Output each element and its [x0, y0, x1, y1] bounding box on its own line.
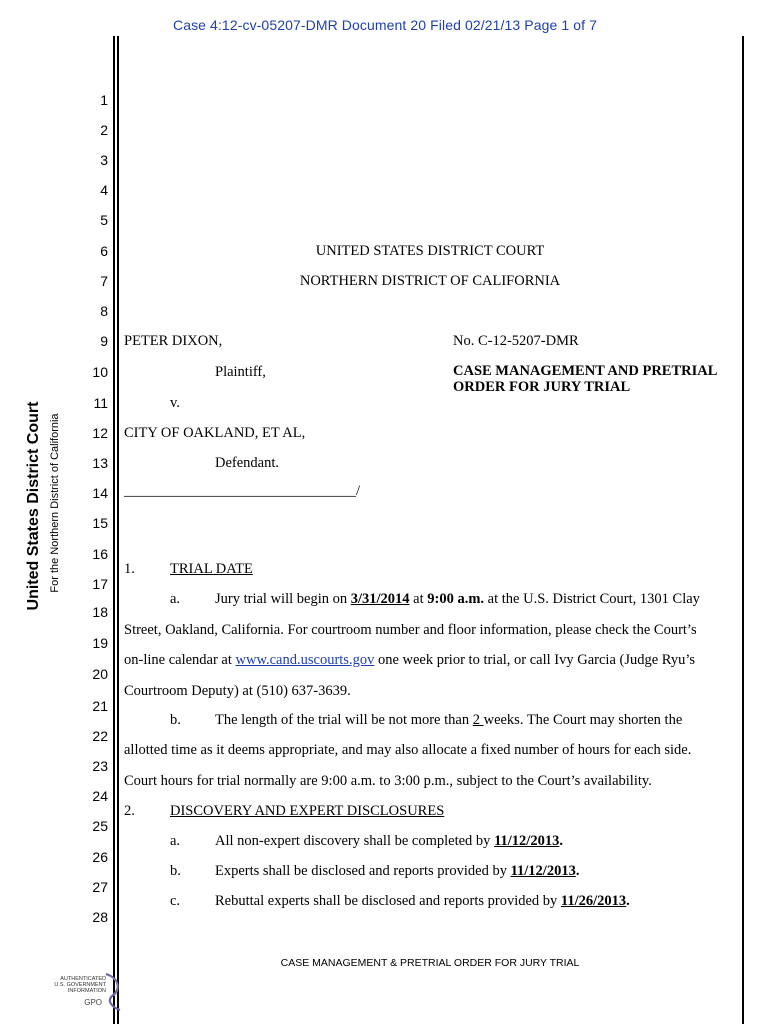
item-1a-label: a.	[170, 591, 181, 607]
trial-weeks: 2	[472, 712, 484, 728]
discovery-deadline: 11/12/2013	[494, 833, 560, 849]
left-margin-rule	[113, 36, 115, 1024]
line-number: 13	[92, 455, 108, 471]
item-1b-line3: Court hours for trial normally are 9:00 a.m. to 3:00 p.m., subject to the Court’s availability.	[124, 773, 652, 789]
line-number: 7	[100, 273, 108, 289]
caption-rule: ________________________________/	[124, 483, 361, 499]
line-number: 3	[100, 152, 108, 168]
trial-date: 3/31/2014	[350, 591, 410, 607]
footer-title: CASE MANAGEMENT & PRETRIAL ORDER FOR JURY TRIAL	[280, 957, 580, 969]
trial-time: 9:00 a.m.	[427, 591, 485, 607]
right-margin-rule	[742, 36, 744, 1024]
item-1a-line3: on-line calendar at www.cand.uscourts.gov one week prior to trial, or call Ivy Garcia (Judge Ryu’s	[124, 652, 696, 668]
line-number: 5	[100, 212, 108, 228]
line-number: 24	[92, 788, 108, 804]
line-number: 19	[92, 635, 108, 651]
item-1a-line4: Courtroom Deputy) at (510) 637-3639.	[124, 683, 351, 699]
court-district: NORTHERN DISTRICT OF CALIFORNIA	[299, 273, 561, 289]
item-2c-text: Rebuttal experts shall be disclosed and reports provided by 11/26/2013.	[215, 893, 630, 909]
sidebar-district: For the Northern District of California	[49, 413, 61, 593]
court-name: UNITED STATES DISTRICT COURT	[315, 243, 545, 259]
line-number: 26	[92, 849, 108, 865]
court-calendar-link[interactable]: www.cand.uscourts.gov	[235, 652, 375, 668]
plaintiff-role: Plaintiff,	[215, 364, 266, 380]
eagle-swoosh-icon	[40, 972, 130, 1012]
item-1b-line2: allotted time as it deems appropriate, and may also allocate a fixed number of hours for each side.	[124, 742, 692, 758]
line-number: 25	[92, 818, 108, 834]
item-2b-text: Experts shall be disclosed and reports provided by 11/12/2013.	[215, 863, 580, 879]
line-number: 23	[92, 758, 108, 774]
versus: v.	[170, 395, 180, 411]
item-1a-line1: Jury trial will begin on 3/31/2014 at 9:00 a.m. at the U.S. District Court, 1301 Clay	[215, 591, 700, 607]
line-number: 12	[92, 425, 108, 441]
line-number: 15	[92, 515, 108, 531]
defendant-name: CITY OF OAKLAND, ET AL,	[124, 425, 306, 441]
line-number: 6	[100, 243, 108, 259]
line-number: 21	[92, 698, 108, 714]
sidebar-court-name: United States District Court	[25, 401, 42, 611]
section-2-heading: DISCOVERY AND EXPERT DISCLOSURES	[170, 803, 445, 819]
line-number: 28	[92, 909, 108, 925]
case-header: Case 4:12-cv-05207-DMR Document 20 Filed 02/21/13 Page 1 of 7	[172, 17, 597, 33]
rebuttal-deadline: 11/26/2013	[560, 893, 627, 909]
line-number: 2	[100, 122, 108, 138]
section-1-number: 1.	[124, 561, 135, 577]
defendant-role: Defendant.	[215, 455, 280, 471]
line-number: 4	[100, 182, 108, 198]
item-2b-label: b.	[170, 863, 181, 879]
item-2c-label: c.	[170, 893, 181, 909]
line-number: 18	[92, 604, 108, 620]
line-number: 16	[92, 546, 108, 562]
gpo-authentication-seal: AUTHENTICATED U.S. GOVERNMENT INFORMATION GPO	[40, 972, 130, 1012]
line-number: 22	[92, 728, 108, 744]
line-number: 11	[93, 395, 108, 411]
line-number: 27	[92, 879, 108, 895]
item-1b-label: b.	[170, 712, 181, 728]
line-number: 1	[100, 92, 108, 108]
line-number: 14	[92, 485, 108, 501]
item-1a-line2: Street, Oakland, California. For courtroom number and floor information, please check the Court’s	[124, 622, 697, 638]
expert-deadline: 11/12/2013	[510, 863, 576, 879]
left-margin-rule-inner	[117, 36, 119, 1024]
item-2a-label: a.	[170, 833, 181, 849]
line-number: 20	[92, 666, 108, 682]
section-2-number: 2.	[124, 803, 135, 819]
item-2a-text: All non-expert discovery shall be completed by 11/12/2013.	[215, 833, 563, 849]
order-title-line2: ORDER FOR JURY TRIAL	[453, 379, 631, 395]
line-number: 9	[100, 333, 108, 349]
line-number: 8	[100, 303, 108, 319]
section-1-heading: TRIAL DATE	[170, 561, 253, 577]
item-1b-line1: The length of the trial will be not more than 2 weeks. The Court may shorten the	[215, 712, 683, 728]
case-number: No. C-12-5207-DMR	[453, 333, 579, 349]
line-number: 10	[92, 364, 108, 380]
plaintiff-name: PETER DIXON,	[124, 333, 223, 349]
order-title-line1: CASE MANAGEMENT AND PRETRIAL	[453, 363, 718, 379]
line-number: 17	[92, 576, 108, 592]
